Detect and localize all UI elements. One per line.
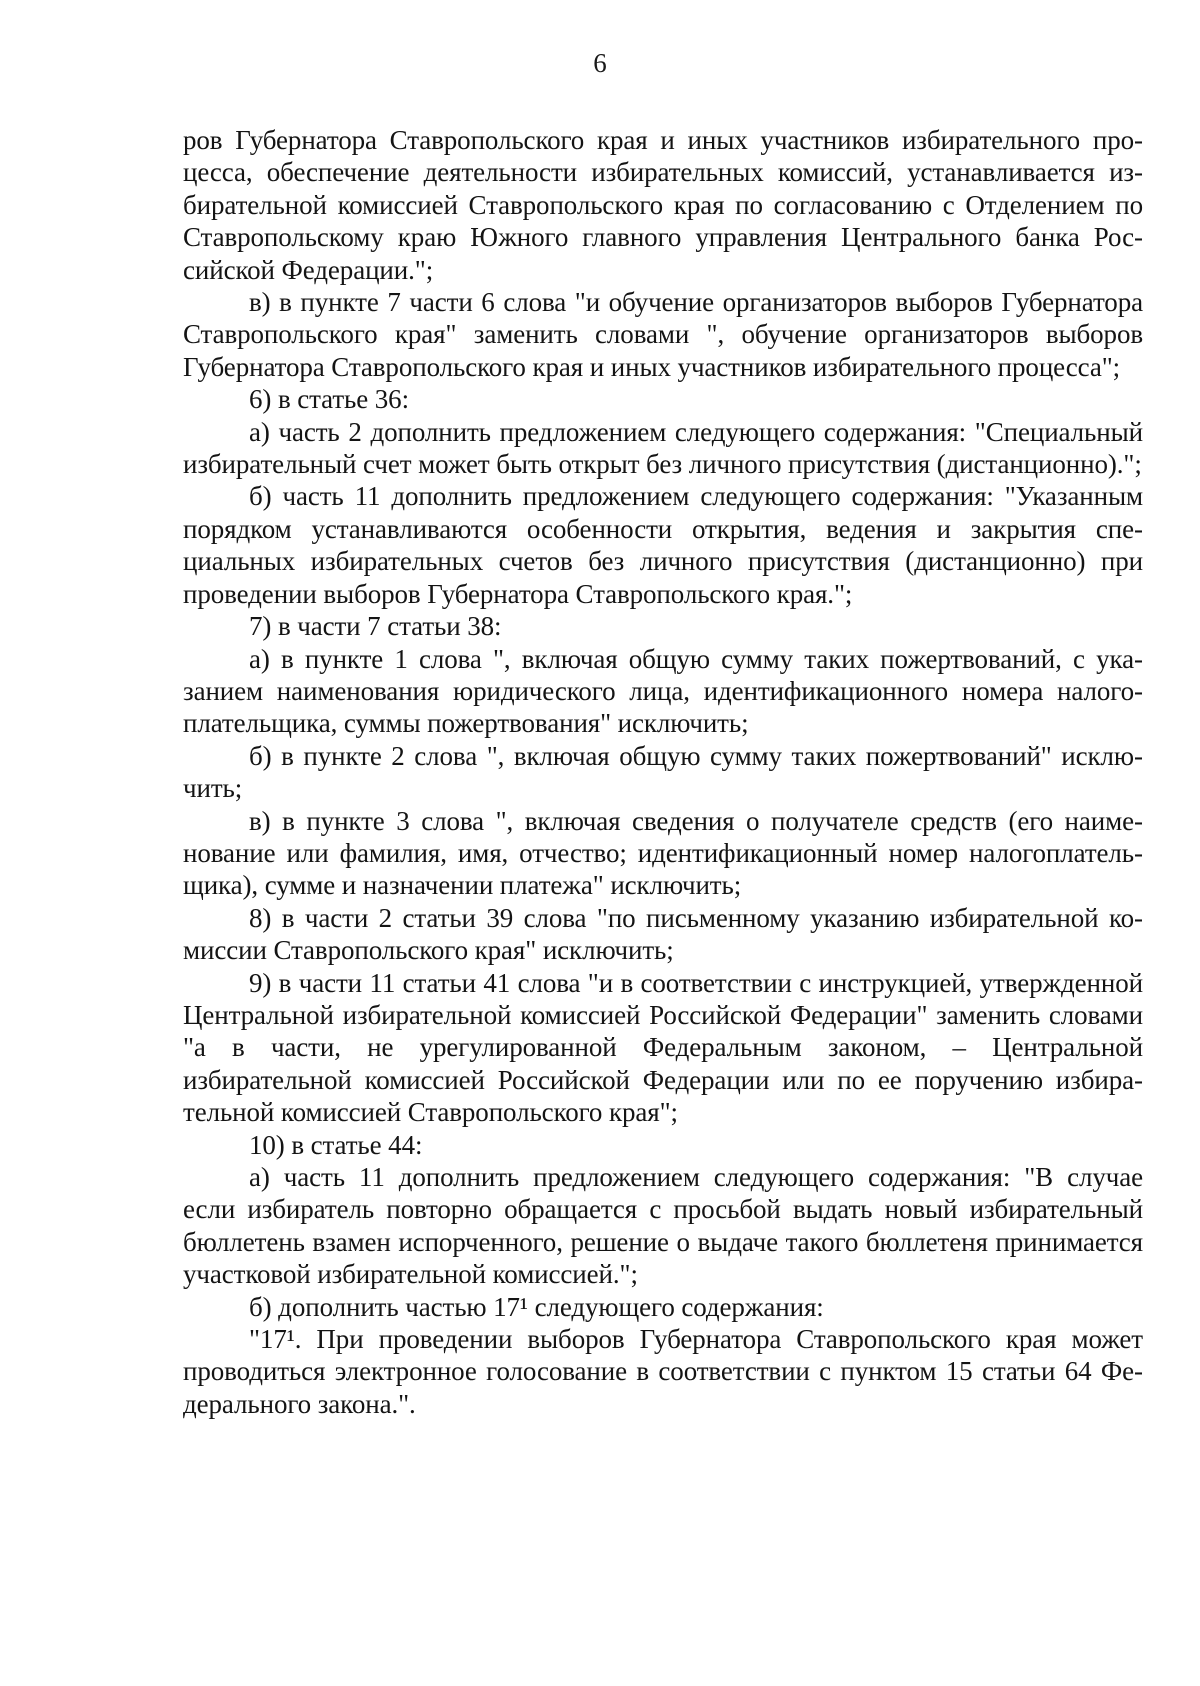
paragraph-item-6b: б) часть 11 дополнить предложением следующего содержания: "Указанным порядком устанавливаются особенности открытия, ведения и закрытия специальных избирательных счетов без личного присутствия (дистанционно) при проведении выборов Губернатора Ставропольского края."; [183,481,1143,609]
document-body [183,124,1143,1420]
paragraph-continuation: ров Губернатора Ставропольского края и иных участников избирательного процесса, обеспечение деятельности избирательных комиссий, устанавливается избирательной комиссией Ставропольского края по согласованию с Отделением по Ставропольскому краю Южного главного управления Центрального банка Российской Федерации."; [183,125,1143,285]
paragraph-item-6: 6) в статье 36: [249,384,409,415]
paragraph-item-v: в) в пункте 7 части 6 слова "и обучение организаторов выборов Губернатора Ставропольского края" заменить словами ", обучение организаторов выборов Губернатора Ставропольского края и иных участников избирательного процесса"; [183,287,1143,382]
paragraph-item-7: 7) в части 7 статьи 38: [249,611,502,642]
paragraph-item-8: 8) в части 2 статьи 39 слова "по письменному указанию избирательной комиссии Ставропольского края" исключить; [183,902,1143,966]
paragraph-item-10b: б) дополнить частью 17¹ следующего содержания: [249,1291,824,1322]
paragraph-item-7v: в) в пункте 3 слова ", включая сведения о получателе средств (его наименование или фамилия, имя, отчество; идентификационный номер налогоплательщика), сумме и назначении платежа" исключить; [183,805,1143,901]
paragraph-item-9: 9) в части 11 статьи 41 слова "и в соответствии с инструкцией, утвержденной Центральной избирательной комиссией Российской Федерации" заменить словами "а в части, не урегулированной Федеральным законом, – Центральной избирательной комиссией Российской Федерации или по ее поручению избирательной комиссией Ставропольского края"; [183,967,1143,1128]
paragraph-item-10a: а) часть 11 дополнить предложением следующего содержания: "В случае если избиратель повторно обращается с просьбой выдать новый избирательный бюллетень взамен испорченного, решение о выдаче такого бюллетеня принимается участковой избирательной комиссией."; [183,1162,1143,1290]
paragraph-item-10: 10) в статье 44: [249,1129,423,1160]
paragraph-item-6a: а) часть 2 дополнить предложением следующего содержания: "Специальный избирательный счет может быть открыт без личного присутствия (дистанционно)."; [183,416,1143,480]
paragraph-item-7b: б) в пункте 2 слова ", включая общую сумму таких пожертвований" исключить; [183,740,1143,804]
paragraph-item-7a: а) в пункте 1 слова ", включая общую сумму таких пожертвований, с указанием наименования юридического лица, идентификационного номера налогоплательщика, суммы пожертвования" исключить; [183,643,1143,739]
paragraph-quote-17-1: "17¹. При проведении выборов Губернатора Ставропольского края может проводиться электронное голосование в соответствии с пунктом 15 статьи 64 Федерального закона.". [183,1324,1143,1419]
page-number: 6 [593,48,607,78]
